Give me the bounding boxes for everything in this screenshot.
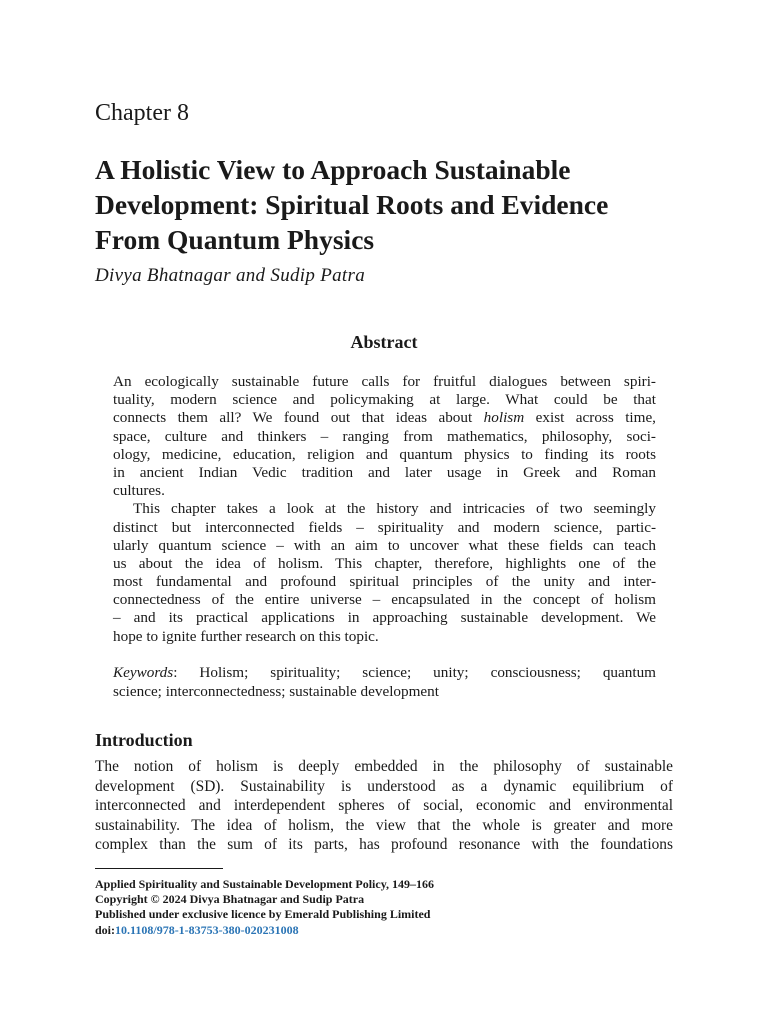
chapter-label: Chapter 8: [95, 100, 189, 126]
footnote-source: Applied Spirituality and Sustainable Development Policy, 149–166: [95, 877, 435, 891]
intro-line: The notion of holism is deeply embedded in the philosophy of sustainable: [95, 758, 673, 775]
introduction-text: [95, 757, 673, 855]
abstract-line: ularly quantum science – with an aim to uncover what these fields can teach: [113, 536, 656, 554]
emphasis-holism: holism: [483, 409, 525, 427]
abstract-line: cultures.: [113, 482, 165, 500]
keywords-line: [113, 664, 656, 683]
footnote-publisher: Published under exclusive licence by Emerald Publishing Limited: [95, 907, 431, 922]
keywords-list-start: : Holism; spirituality; science; unity; consciousness; quantum: [173, 664, 656, 681]
authors: Divya Bhatnagar and Sudip Patra: [95, 265, 366, 286]
abstract-line: This chapter takes a look at the history and intricacies of two seemingly: [133, 500, 656, 518]
doi-label: doi:: [95, 922, 116, 937]
abstract-line-end: exist across time,: [524, 409, 656, 427]
abstract-line-start: connects them all? We found out that ideas about: [113, 409, 484, 427]
keywords: [113, 664, 656, 701]
footnote: [95, 877, 434, 938]
keywords-line: science; interconnectedness; sustainable development: [113, 682, 439, 700]
chapter-title-line: From Quantum Physics: [95, 224, 375, 255]
intro-line: sustainability. The idea of holism, the view that the whole is greater and more: [95, 816, 673, 834]
abstract-line: An ecologically sustainable future calls for fruitful dialogues between spiri-: [113, 373, 656, 390]
abstract-line: most fundamental and profound spiritual principles of the unity and inter-: [113, 573, 656, 591]
footnote-copyright: Copyright © 2024 Divya Bhatnagar and Sudip Patra: [95, 892, 365, 907]
keywords-label: Keywords: [113, 664, 174, 681]
footnote-doi: [95, 923, 434, 938]
footnote-divider: [95, 868, 223, 869]
abstract-line: – and its practical applications in approaching sustainable development. We: [113, 609, 656, 627]
abstract-line: space, culture and thinkers – ranging from mathematics, philosophy, soci-: [113, 427, 656, 445]
abstract-line: ology, medicine, education, religion and quantum physics to finding its roots: [113, 445, 656, 463]
abstract-line: distinct but interconnected fields – spirituality and modern science, partic-: [113, 518, 656, 536]
chapter-title-line: Development: Spiritual Roots and Evidence: [95, 189, 609, 220]
abstract-line: connectedness of the entire universe – encapsulated in the concept of holism: [113, 591, 656, 609]
intro-line: interconnected and interdependent spheres of social, economic and environmental: [95, 797, 673, 815]
abstract-text: [113, 373, 656, 646]
abstract-line: hope to ignite further research on this topic.: [113, 627, 379, 645]
abstract-line: tuality, modern science and policymaking at large. What could be that: [113, 391, 656, 409]
intro-line: development (SD). Sustainability is understood as a dynamic equilibrium of: [95, 777, 673, 795]
abstract-line: us about the idea of holism. This chapter, therefore, highlights one of the: [113, 554, 656, 572]
doi-link[interactable]: 10.1108/978-1-83753-380-020231008: [115, 922, 299, 937]
chapter-title-line: A Holistic View to Approach Sustainable: [95, 154, 571, 185]
abstract-heading: Abstract: [350, 332, 418, 352]
introduction-heading: Introduction: [95, 730, 193, 750]
chapter-title: [95, 152, 695, 257]
abstract-line: [113, 409, 656, 427]
intro-line: complex than the sum of its parts, has profound resonance with the foundations: [95, 836, 673, 854]
abstract-line: in ancient Indian Vedic tradition and later usage in Greek and Roman: [113, 463, 656, 481]
